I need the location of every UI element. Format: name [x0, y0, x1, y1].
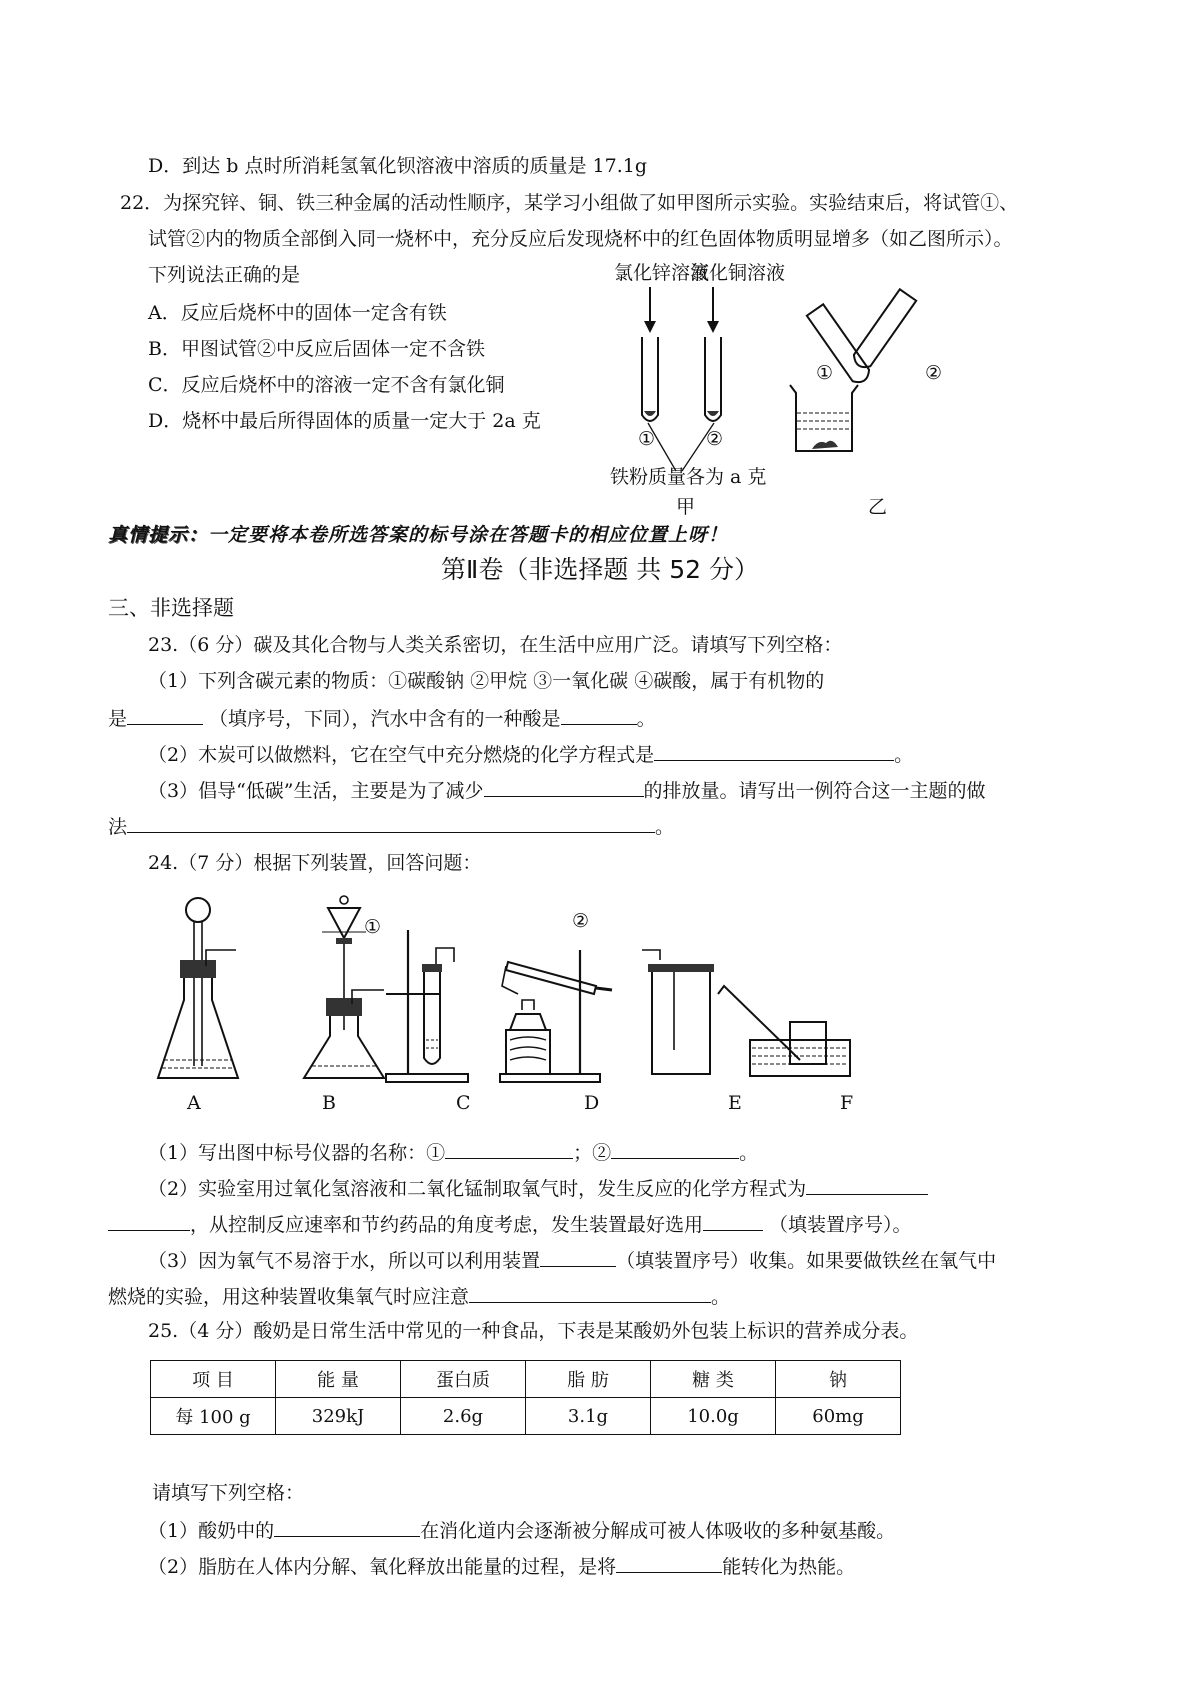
- q22-stem-line2: 试管②内的物质全部倒入同一烧杯中，充分反应后发现烧杯中的红色固体物质明显增多（如乙图所示）。: [148, 228, 1013, 250]
- apparatus-label-d: D: [584, 1092, 600, 1114]
- q23-part1-line1: （1）下列含碳元素的物质：①碳酸钠 ②甲烷 ③一氧化碳 ④碳酸，属于有机物的: [148, 670, 825, 692]
- q25-blank-energy[interactable]: [616, 1552, 722, 1573]
- iron-powder-label: 铁粉质量各为 a 克: [610, 466, 767, 488]
- q22-stem-line1: 22．为探究锌、铜、铁三种金属的活动性顺序，某学习小组做了如甲图所示实验。实验结束后，将试管①、: [120, 192, 1019, 214]
- nutrition-table: [150, 1360, 901, 1435]
- q22-stem-line3: 下列说法正确的是: [148, 264, 301, 286]
- q25-blank-protein[interactable]: [274, 1516, 420, 1537]
- instrument-mark-1: ①: [364, 916, 382, 938]
- q23-part1-line2: 是 （填序号，下同），汽水中含有的一种酸是 。: [108, 704, 656, 732]
- tip-text: 一定要将本卷所选答案的标号涂在答题卡的相应位置上呀！: [208, 524, 729, 546]
- q23-blank-acid[interactable]: [561, 704, 637, 725]
- q22-option-c: C．反应后烧杯中的溶液一定不含有氯化铜: [148, 374, 505, 396]
- table-cell: 2.6g: [401, 1398, 526, 1435]
- q24-blank-equation-b[interactable]: [108, 1210, 190, 1231]
- q25-part2: （2）脂肪在人体内分解、氧化释放出能量的过程，是将 能转化为热能。: [148, 1552, 855, 1580]
- q23-part3-line2: 法 。: [108, 812, 674, 840]
- q25-part1: （1）酸奶中的 在消化道内会逐渐被分解成可被人体吸收的多种氨基酸。: [148, 1516, 895, 1544]
- q24-part3-line1: （3）因为氧气不易溶于水，所以可以利用装置 （填装置序号）收集。如果要做铁丝在氧气中: [148, 1246, 996, 1274]
- q24-blank-note[interactable]: [469, 1282, 711, 1303]
- apparatus-label-e: E: [728, 1092, 742, 1114]
- q24-part2-line1: （2）实验室用过氧化氢溶液和二氧化锰制取氧气时，发生反应的化学方程式为: [148, 1174, 928, 1202]
- table-header-cell: 脂 肪: [526, 1361, 651, 1398]
- q23-blank-emission[interactable]: [484, 776, 644, 797]
- q24-blank-instrument-2[interactable]: [611, 1138, 739, 1159]
- q24-blank-collect[interactable]: [540, 1246, 616, 1267]
- q24-part2-line2: ，从控制反应速率和节约药品的角度考虑，发生装置最好选用 （填装置序号）。: [108, 1210, 912, 1238]
- q22-option-b: B．甲图试管②中反应后固体一定不含铁: [148, 338, 485, 360]
- instrument-mark-2: ②: [572, 910, 590, 932]
- q25-stem: 25.（4 分）酸奶是日常生活中常见的一种食品，下表是某酸奶外包装上标识的营养成分表。: [148, 1320, 919, 1342]
- section-title: 第Ⅱ卷（非选择题 共 52 分）: [441, 555, 759, 584]
- q24-apparatus-figure: [150, 890, 930, 1090]
- zinc-chloride-label: 氯化锌溶液: [614, 262, 710, 284]
- q22-option-d: D．烧杯中最后所得固体的质量一定大于 2a 克: [148, 410, 541, 432]
- table-row: [151, 1398, 901, 1435]
- copper-chloride-label: 氯化铜溶液: [690, 262, 786, 284]
- q22-option-a: A．反应后烧杯中的固体一定含有铁: [148, 302, 447, 324]
- q23-blank-equation[interactable]: [654, 740, 894, 761]
- table-header-cell: 蛋白质: [401, 1361, 526, 1398]
- figure-jia-label: 甲: [676, 496, 696, 518]
- q24-blank-apparatus[interactable]: [703, 1210, 763, 1231]
- q21-option-d: D．到达 b 点时所消耗氢氧化钡溶液中溶质的质量是 17.1g: [148, 155, 647, 177]
- q23-part3-line1: （3）倡导“低碳”生活，主要是为了减少 的排放量。请写出一例符合这一主题的做: [148, 776, 986, 804]
- table-header-row: [151, 1361, 901, 1398]
- part-three-heading: 三、非选择题: [108, 596, 234, 620]
- apparatus-label-b: B: [322, 1092, 336, 1114]
- q24-stem: 24.（7 分）根据下列装置，回答问题：: [148, 852, 482, 874]
- q23-stem: 23.（6 分）碳及其化合物与人类关系密切，在生活中应用广泛。请填写下列空格：: [148, 634, 843, 656]
- table-header-cell: 能 量: [276, 1361, 401, 1398]
- table-cell: 10.0g: [651, 1398, 776, 1435]
- table-cell: 3.1g: [526, 1398, 651, 1435]
- table-cell: 329kJ: [276, 1398, 401, 1435]
- table-header-cell: 糖 类: [651, 1361, 776, 1398]
- tip-head: 真情提示：: [108, 524, 209, 546]
- table-cell: 每 100 g: [151, 1398, 276, 1435]
- tilted-tube-2-label: ②: [925, 362, 943, 384]
- figure-yi-label: 乙: [868, 496, 888, 518]
- q23-blank-organic[interactable]: [127, 704, 203, 725]
- q24-blank-equation-a[interactable]: [806, 1174, 928, 1195]
- q24-part1: （1）写出图中标号仪器的名称：① ；② 。: [148, 1138, 758, 1166]
- apparatus-label-a: A: [187, 1092, 201, 1114]
- table-header-cell: 钠: [776, 1361, 901, 1398]
- tilted-tube-1-label: ①: [816, 362, 834, 384]
- exam-tip: [108, 520, 728, 547]
- table-cell: 60mg: [776, 1398, 901, 1435]
- tube-1-label: ①: [638, 428, 656, 450]
- table-header-cell: 项 目: [151, 1361, 276, 1398]
- q23-part2: （2）木炭可以做燃料，它在空气中充分燃烧的化学方程式是 。: [148, 740, 913, 768]
- q23-blank-method[interactable]: [127, 812, 655, 833]
- apparatus-label-f: F: [840, 1092, 854, 1114]
- q24-part3-line2: 燃烧的实验，用这种装置收集氧气时应注意 。: [108, 1282, 730, 1310]
- q24-blank-instrument-1[interactable]: [445, 1138, 573, 1159]
- q25-fill-prompt: 请填写下列空格：: [152, 1482, 305, 1504]
- tube-2-label: ②: [706, 428, 724, 450]
- apparatus-label-c: C: [456, 1092, 471, 1114]
